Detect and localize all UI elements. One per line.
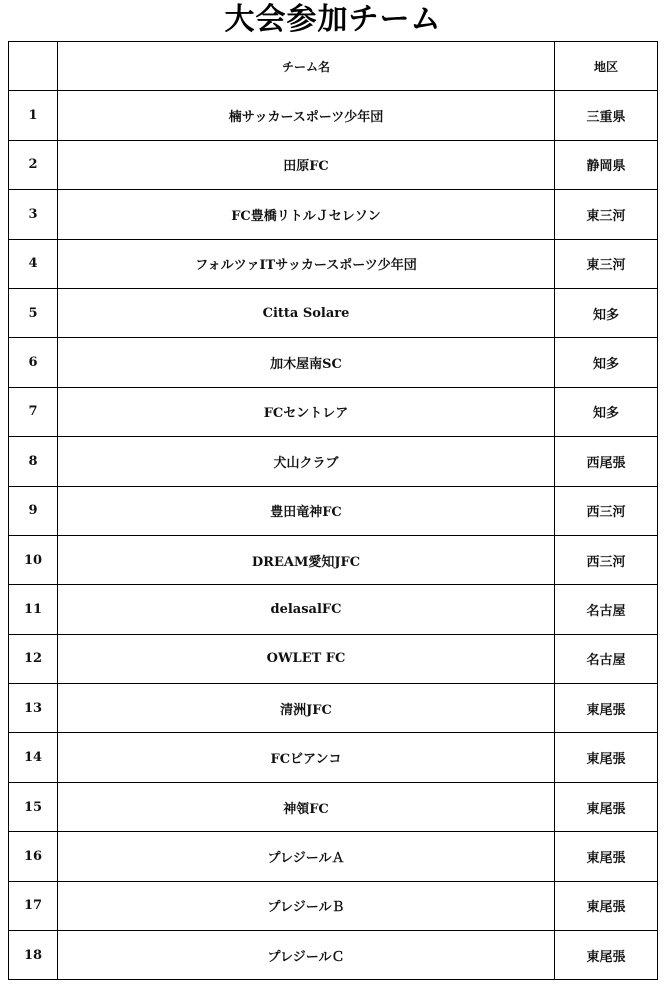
- region: 静岡県: [555, 140, 658, 189]
- row-number: 7: [9, 387, 58, 436]
- region: 東尾張: [555, 931, 658, 980]
- region: 東尾張: [555, 733, 658, 782]
- table-row: [9, 387, 658, 436]
- region: 知多: [555, 288, 658, 337]
- table-row: [9, 832, 658, 881]
- table-row: [9, 782, 658, 831]
- team-table: [8, 41, 658, 980]
- region: 知多: [555, 338, 658, 387]
- region: 名古屋: [555, 634, 658, 683]
- row-number: 12: [9, 634, 58, 683]
- team-name: プレジールＢ: [58, 881, 555, 930]
- table-row: [9, 931, 658, 980]
- team-name: 清洲JFC: [58, 684, 555, 733]
- table-row: [9, 190, 658, 239]
- page-title: 大会参加チーム: [224, 2, 442, 37]
- row-number: 16: [9, 832, 58, 881]
- row-number: 15: [9, 782, 58, 831]
- table-row: [9, 486, 658, 535]
- row-number: 13: [9, 684, 58, 733]
- table-row: [9, 733, 658, 782]
- table-header-row: [9, 42, 658, 91]
- table-row: [9, 881, 658, 930]
- team-name: FC豊橋リトルＪセレソン: [58, 190, 555, 239]
- row-number: 11: [9, 585, 58, 634]
- table-row: [9, 684, 658, 733]
- team-name: プレジールＣ: [58, 931, 555, 980]
- team-name: 豊田竜神FC: [58, 486, 555, 535]
- region: 知多: [555, 387, 658, 436]
- team-name: 田原FC: [58, 140, 555, 189]
- row-number: 3: [9, 190, 58, 239]
- team-name: 犬山クラブ: [58, 437, 555, 486]
- team-name: フォルツァITサッカースポーツ少年団: [58, 239, 555, 288]
- region: 西三河: [555, 486, 658, 535]
- table-row: [9, 585, 658, 634]
- row-number: 9: [9, 486, 58, 535]
- team-name: DREAM愛知JFC: [58, 535, 555, 584]
- header-num: [9, 42, 58, 91]
- team-name: OWLET FC: [58, 634, 555, 683]
- table-row: [9, 239, 658, 288]
- region: 西尾張: [555, 437, 658, 486]
- row-number: 10: [9, 535, 58, 584]
- table-row: [9, 634, 658, 683]
- region: 東尾張: [555, 782, 658, 831]
- team-name: プレジールＡ: [58, 832, 555, 881]
- table-row: [9, 535, 658, 584]
- team-name: FCビアンコ: [58, 733, 555, 782]
- region: 三重県: [555, 91, 658, 140]
- region: 東尾張: [555, 684, 658, 733]
- row-number: 18: [9, 931, 58, 980]
- table-row: [9, 437, 658, 486]
- team-name: FCセントレア: [58, 387, 555, 436]
- region: 東三河: [555, 239, 658, 288]
- team-name: Citta Solare: [58, 288, 555, 337]
- table-row: [9, 140, 658, 189]
- region: 名古屋: [555, 585, 658, 634]
- header-region: 地区: [555, 42, 658, 91]
- region: 東尾張: [555, 881, 658, 930]
- row-number: 5: [9, 288, 58, 337]
- team-name: delasalFC: [58, 585, 555, 634]
- row-number: 4: [9, 239, 58, 288]
- team-name: 神領FC: [58, 782, 555, 831]
- header-team-name: チーム名: [58, 42, 555, 91]
- table-row: [9, 338, 658, 387]
- team-name: 楠サッカースポーツ少年団: [58, 91, 555, 140]
- row-number: 6: [9, 338, 58, 387]
- region: 西三河: [555, 535, 658, 584]
- row-number: 8: [9, 437, 58, 486]
- row-number: 1: [9, 91, 58, 140]
- region: 東三河: [555, 190, 658, 239]
- row-number: 17: [9, 881, 58, 930]
- table-row: [9, 91, 658, 140]
- table-row: [9, 288, 658, 337]
- row-number: 14: [9, 733, 58, 782]
- team-name: 加木屋南SC: [58, 338, 555, 387]
- row-number: 2: [9, 140, 58, 189]
- region: 東尾張: [555, 832, 658, 881]
